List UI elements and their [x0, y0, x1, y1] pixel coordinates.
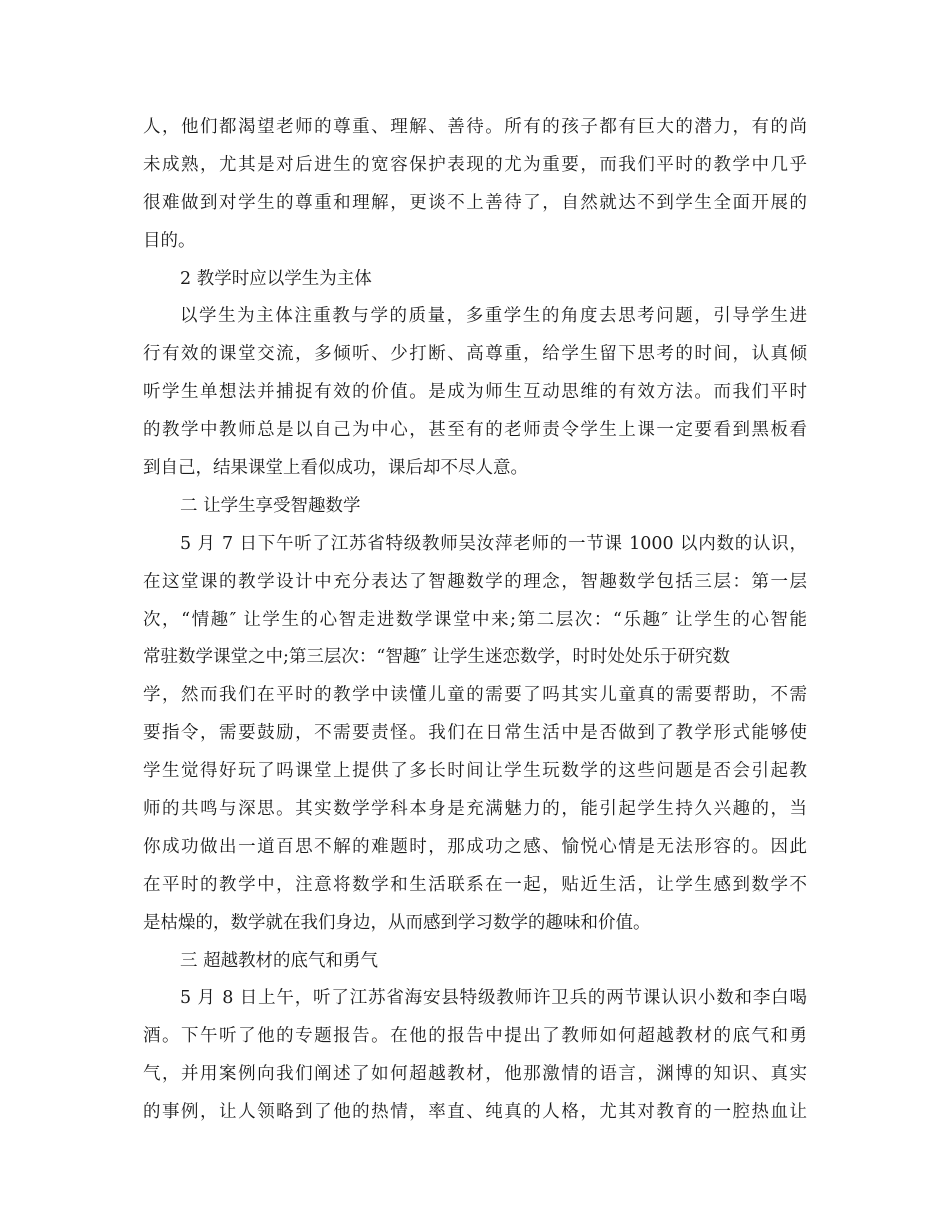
text-line: 酒。下午听了他的专题报告。在他的报告中提出了教师如何超越教材的底气和勇	[143, 1026, 807, 1047]
text-line: 的教学中教师总是以自己为中心，甚至有的老师责令学生上课一定要看到黑板看	[143, 420, 807, 441]
text-line: 到自己，结果课堂上看似成功，课后却不尽人意。	[143, 458, 528, 479]
text-line: 师的共鸣与深思。其实数学学科本身是充满魅力的，能引起学生持久兴趣的，当	[143, 799, 807, 820]
text-line: 在这堂课的教学设计中充分表达了智趣数学的理念，智趣数学包括三层：第一层	[143, 571, 807, 592]
text-line: 常驻数学课堂之中;第三层次：“智趣″ 让学生迷恋数学，时时处处乐于研究数	[143, 647, 730, 668]
text-line: 要指令，需要鼓励，不需要责怪。我们在日常生活中是否做到了教学形式能够使	[143, 723, 807, 744]
document-page	[143, 109, 807, 1132]
text-line: 是枯燥的，数学就在我们身边，从而感到学习数学的趣味和价值。	[143, 912, 651, 933]
text-line: 很难做到对学生的尊重和理解，更谈不上善待了，自然就达不到学生全面开展的	[143, 192, 807, 213]
text-line: 二 让学生享受智趣数学	[180, 495, 361, 516]
text-line: 目的。	[143, 230, 196, 251]
text-line: 学生觉得好玩了吗课堂上提供了多长时间让学生玩数学的这些问题是否会引起教	[143, 761, 807, 782]
text-line: 人，他们都渴望老师的尊重、理解、善待。所有的孩子都有巨大的潜力，有的尚	[143, 117, 807, 137]
text-line: 在平时的教学中，注意将数学和生活联系在一起，贴近生活，让学生感到数学不	[143, 874, 807, 895]
text-line: 次，“情趣″ 让学生的心智走进数学课堂中来;第二层次：“乐趣″ 让学生的心智能	[143, 609, 807, 630]
text-line: 5 月 8 日上午，听了江苏省海安县特级教师许卫兵的两节课认识小数和李白喝	[180, 988, 807, 1009]
text-line: 你成功做出一道百思不解的难题时，那成功之感、愉悦心情是无法形容的。因此	[143, 836, 807, 857]
text-line: 行有效的课堂交流，多倾听、少打断、高尊重，给学生留下思考的时间，认真倾	[143, 344, 807, 365]
text-line: 气，并用案例向我们阐述了如何超越教材，他那激情的语言，渊博的知识、真实	[143, 1064, 807, 1085]
text-line: 未成熟，尤其是对后进生的宽容保护表现的尤为重要，而我们平时的教学中几乎	[143, 154, 807, 175]
text-line: 2 教学时应以学生为主体	[180, 268, 372, 289]
text-line: 5 月 7 日下午听了江苏省特级教师吴汝萍老师的一节课 1000 以内数的认识，	[180, 533, 807, 554]
text-line: 的事例，让人领略到了他的热情，率直、纯真的人格，尤其对教育的一腔热血让	[143, 1102, 807, 1123]
text-line: 听学生单想法并捕捉有效的价值。是成为师生互动思维的有效方法。而我们平时	[143, 382, 807, 403]
text-line: 学，然而我们在平时的教学中读懂儿童的需要了吗其实儿童真的需要帮助，不需	[143, 685, 807, 706]
text-line: 三 超越教材的底气和勇气	[180, 950, 379, 971]
text-line: 以学生为主体注重教与学的质量，多重学生的角度去思考问题，引导学生进	[180, 306, 807, 327]
